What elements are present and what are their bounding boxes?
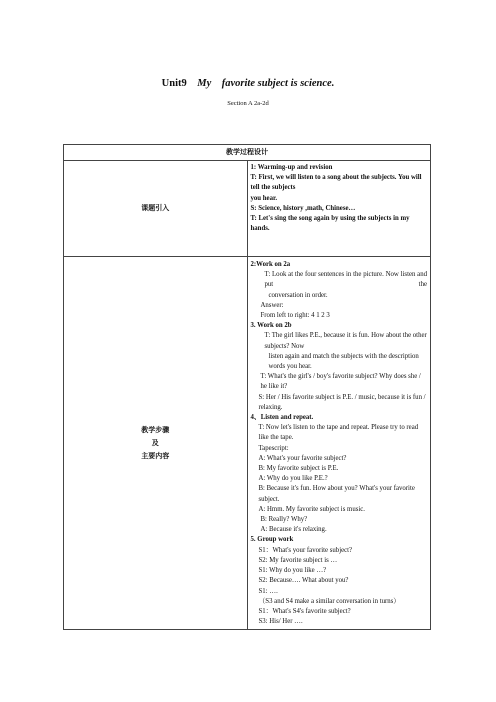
s2-line: T: The girl likes P.E., because it is fun. How about the other subjects? Now: [264, 332, 427, 350]
s2-line: S2: Because…. What about you?: [258, 577, 349, 585]
s2-line: A: Why do you like P.E.?: [258, 475, 328, 483]
section2-label-line: 教学步骤: [141, 425, 170, 434]
s1-line: 1: Warming-up and revision: [250, 164, 333, 171]
s2-line: S2: My favorite subject is …: [258, 556, 338, 564]
document-subtitle: Section A 2a-2d: [227, 100, 269, 107]
s2-line: Tapescript:: [258, 444, 289, 452]
s2-line: 3. Work on 2b: [250, 322, 292, 330]
s2-line: S1：What's your favorite subject?: [258, 546, 353, 554]
s2-line: listen again and match the subjects with the description words you hear.: [268, 352, 419, 371]
s1-line: you hear.: [250, 194, 278, 202]
s1-line: T: First, we will listen to a song about the subjects. You will tell the subjects: [250, 174, 422, 192]
s2-line: A: Hmm. My favorite subject is music.: [258, 505, 365, 513]
s2-line: 5. Group work: [250, 536, 294, 544]
s2-line: T: Now let's listen to the tape and repeat. Please try to read like the tape.: [258, 424, 419, 442]
lesson-table: [63, 144, 431, 630]
s2-line: （S3 and S4 make a similar conversation in turns）: [258, 597, 401, 605]
s2-line: conversation in order.: [268, 291, 328, 299]
s2-line: A: Because it's relaxing.: [260, 526, 327, 534]
s2-line: 2:Work on 2a: [250, 261, 291, 268]
s1-line: S: Science, history ,math, Chinese…: [250, 204, 356, 212]
s2-line: B: Because it's fun. How about you? What's your favorite subject.: [258, 485, 415, 503]
title-unit: Unit9: [161, 78, 187, 89]
s2-line: B: Really? Why?: [260, 516, 308, 524]
section2-content: [247, 257, 431, 630]
table-header: 教学过程设计: [64, 145, 431, 161]
s2-line: T: What's the girl's / boy's favorite subject? Why does she / he like it?: [260, 373, 421, 391]
title-rest: favorite subject is science.: [221, 78, 335, 89]
section1-content: [247, 161, 431, 257]
s2-line: S3: His/ Her ….: [258, 618, 303, 626]
s2-line: 4、Listen and repeat.: [250, 414, 314, 422]
section2-label-line: 主要内容: [141, 451, 170, 460]
document-title: [0, 78, 496, 89]
s2-line: S1: Why do you like …?: [258, 567, 327, 575]
s2-line: From left to right: 4 1 2 3: [260, 312, 330, 320]
s2-line: S1: ….: [258, 587, 278, 595]
s2-line: A: What's your favorite subject?: [258, 454, 347, 462]
s2-line: S1：What's S4's favorite subject?: [258, 607, 351, 615]
s2-line: S: Her / His favorite subject is P.E. / music, because it is fun / relaxing.: [258, 393, 426, 411]
section1-label: 课题引入: [64, 161, 248, 257]
section2-label: [64, 257, 248, 630]
title-my: My: [197, 78, 212, 89]
s2-line: Answer:: [260, 301, 284, 309]
s1-line: T: Let's sing the song again by using the subjects in my hands.: [250, 215, 410, 233]
section2-label-line: 及: [151, 438, 159, 447]
s2-line: B: My favorite subject is P.E.: [258, 465, 339, 473]
s2-line: T: Look at the four sentences in the picture. Now listen and put the: [264, 271, 427, 289]
